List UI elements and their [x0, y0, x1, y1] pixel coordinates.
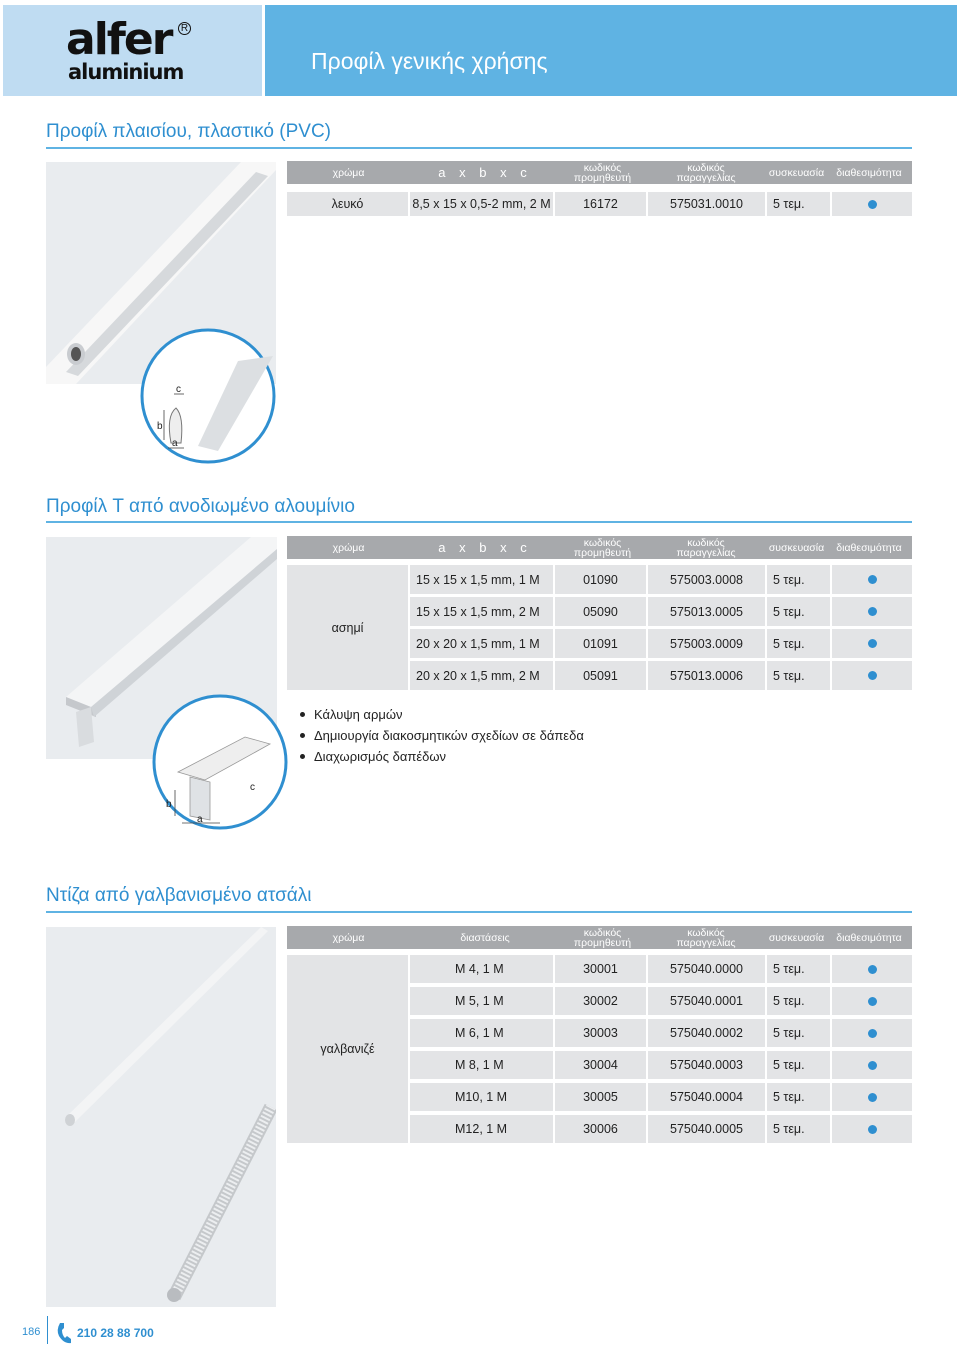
supplier-code-cell: 05090 — [555, 597, 646, 626]
color-cell: γαλβανιζέ — [287, 955, 408, 1143]
diagram-label-b: b — [166, 799, 172, 810]
col-availability: διαθεσιμότητα — [836, 541, 902, 554]
availability-dot-icon — [868, 997, 877, 1006]
order-code-cell: 575040.0001 — [648, 987, 765, 1015]
list-item: Δημιουργία διακοσμητικών σχεδίων σε δάπεδα — [300, 725, 584, 746]
availability-cell — [832, 597, 912, 626]
availability-dot-icon — [868, 1029, 877, 1038]
table-header-pvc — [287, 161, 912, 184]
table-header-threaded-rod — [287, 926, 912, 949]
col-packaging: συσκευασία — [768, 166, 825, 179]
supplier-code-cell: 16172 — [555, 192, 646, 216]
col-dimensions: a x b x c — [438, 539, 532, 555]
order-code-cell: 575013.0006 — [648, 661, 765, 690]
phone-number[interactable]: 210 28 88 700 — [77, 1326, 154, 1340]
logo-subtitle: aluminium — [68, 60, 184, 84]
availability-dot-icon — [868, 607, 877, 616]
order-code-cell: 575040.0002 — [648, 1019, 765, 1047]
packaging-cell: 5 τεμ. — [767, 987, 830, 1015]
bullet-icon — [300, 754, 305, 759]
list-item: Κάλυψη αρμών — [300, 704, 584, 725]
supplier-code-cell: 01091 — [555, 629, 646, 658]
dimensions-cell: M12, 1 M — [410, 1115, 553, 1143]
page-number: 186 — [22, 1326, 41, 1338]
col-dimensions: a x b x c — [438, 164, 532, 180]
order-code-cell: 575040.0003 — [648, 1051, 765, 1079]
bullet-icon — [300, 733, 305, 738]
dimensions-cell: M 8, 1 M — [410, 1051, 553, 1079]
col-availability: διαθεσιμότητα — [836, 166, 902, 179]
supplier-code-cell: 30003 — [555, 1019, 646, 1047]
col-order-code: κωδικός παραγγελίας — [676, 536, 736, 559]
section-title-t-profile: Προφίλ T από ανοδιωμένο αλουμίνιο — [46, 496, 355, 517]
packaging-cell: 5 τεμ. — [767, 955, 830, 983]
dimensions-cell: 8,5 x 15 x 0,5-2 mm, 2 M — [410, 192, 553, 216]
col-order-code: κωδικός παραγγελίας — [676, 161, 736, 184]
color-cell: λευκό — [287, 192, 408, 216]
availability-dot-icon — [868, 1125, 877, 1134]
registered-mark-icon: R — [178, 22, 191, 35]
availability-cell — [832, 1083, 912, 1111]
supplier-code-cell: 30006 — [555, 1115, 646, 1143]
packaging-cell: 5 τεμ. — [767, 192, 830, 216]
bullet-icon — [300, 712, 305, 717]
availability-cell — [832, 1051, 912, 1079]
col-supplier-code: κωδικός προμηθευτή — [573, 161, 632, 184]
availability-dot-icon — [868, 1061, 877, 1070]
col-availability: διαθεσιμότητα — [836, 931, 902, 944]
table-header-t-profile — [287, 536, 912, 559]
order-code-cell: 575031.0010 — [648, 192, 765, 216]
availability-cell — [832, 987, 912, 1015]
page-title: Προφίλ γενικής χρήσης — [311, 48, 548, 74]
section-title-threaded-rod: Ντίζα από γαλβανισμένο ατσάλι — [46, 885, 312, 906]
pvc-profile-diagram — [138, 326, 278, 466]
packaging-cell: 5 τεμ. — [767, 629, 830, 658]
product-photo-threaded-rod — [46, 927, 276, 1307]
col-color: χρώμα — [332, 931, 365, 944]
order-code-cell: 575040.0004 — [648, 1083, 765, 1111]
availability-dot-icon — [868, 200, 877, 209]
packaging-cell: 5 τεμ. — [767, 1019, 830, 1047]
dimensions-cell: 20 x 20 x 1,5 mm, 1 M — [410, 629, 553, 658]
section-divider — [46, 911, 912, 913]
col-color: χρώμα — [332, 166, 365, 179]
supplier-code-cell: 30002 — [555, 987, 646, 1015]
availability-cell — [832, 192, 912, 216]
packaging-cell: 5 τεμ. — [767, 1051, 830, 1079]
availability-cell — [832, 661, 912, 690]
dimensions-cell: M 6, 1 M — [410, 1019, 553, 1047]
order-code-cell: 575003.0008 — [648, 565, 765, 594]
dimensions-cell: M10, 1 M — [410, 1083, 553, 1111]
supplier-code-cell: 30004 — [555, 1051, 646, 1079]
col-color: χρώμα — [332, 541, 365, 554]
order-code-cell: 575040.0005 — [648, 1115, 765, 1143]
section-divider — [46, 147, 912, 149]
list-item: Διαχωρισμός δαπέδων — [300, 746, 584, 767]
order-code-cell: 575003.0009 — [648, 629, 765, 658]
supplier-code-cell: 30005 — [555, 1083, 646, 1111]
availability-cell — [832, 629, 912, 658]
diagram-label-a: a — [197, 814, 203, 825]
section-divider — [46, 521, 912, 523]
packaging-cell: 5 τεμ. — [767, 1115, 830, 1143]
availability-dot-icon — [868, 1093, 877, 1102]
color-cell: ασημί — [287, 565, 408, 690]
availability-cell — [832, 955, 912, 983]
supplier-code-cell: 01090 — [555, 565, 646, 594]
phone-icon — [56, 1322, 72, 1344]
supplier-code-cell: 05091 — [555, 661, 646, 690]
dimensions-cell: M 5, 1 M — [410, 987, 553, 1015]
packaging-cell: 5 τεμ. — [767, 597, 830, 626]
diagram-label-c: c — [176, 384, 181, 395]
col-packaging: συσκευασία — [768, 541, 825, 554]
section-title-pvc-frame: Προφίλ πλαισίου, πλαστικό (PVC) — [46, 121, 331, 142]
availability-dot-icon — [868, 639, 877, 648]
availability-dot-icon — [868, 965, 877, 974]
packaging-cell: 5 τεμ. — [767, 565, 830, 594]
availability-dot-icon — [868, 575, 877, 584]
dimensions-cell: M 4, 1 M — [410, 955, 553, 983]
footer-divider — [47, 1316, 48, 1344]
col-supplier-code: κωδικός προμηθευτή — [573, 926, 632, 949]
logo-wordmark: alfer — [66, 14, 172, 65]
diagram-label-a: a — [172, 438, 178, 449]
order-code-cell: 575040.0000 — [648, 955, 765, 983]
availability-cell — [832, 565, 912, 594]
packaging-cell: 5 τεμ. — [767, 661, 830, 690]
availability-cell — [832, 1019, 912, 1047]
t-profile-diagram — [150, 692, 290, 832]
packaging-cell: 5 τεμ. — [767, 1083, 830, 1111]
dimensions-cell: 20 x 20 x 1,5 mm, 2 M — [410, 661, 553, 690]
supplier-code-cell: 30001 — [555, 955, 646, 983]
availability-cell — [832, 1115, 912, 1143]
col-dimensions: διαστάσεις — [460, 931, 510, 944]
col-order-code: κωδικός παραγγελίας — [676, 926, 736, 949]
order-code-cell: 575013.0005 — [648, 597, 765, 626]
availability-dot-icon — [868, 671, 877, 680]
diagram-label-c: c — [250, 782, 255, 793]
col-packaging: συσκευασία — [768, 931, 825, 944]
col-supplier-code: κωδικός προμηθευτή — [573, 536, 632, 559]
dimensions-cell: 15 x 15 x 1,5 mm, 2 M — [410, 597, 553, 626]
diagram-label-b: b — [157, 421, 163, 432]
feature-list — [300, 704, 584, 767]
dimensions-cell: 15 x 15 x 1,5 mm, 1 M — [410, 565, 553, 594]
